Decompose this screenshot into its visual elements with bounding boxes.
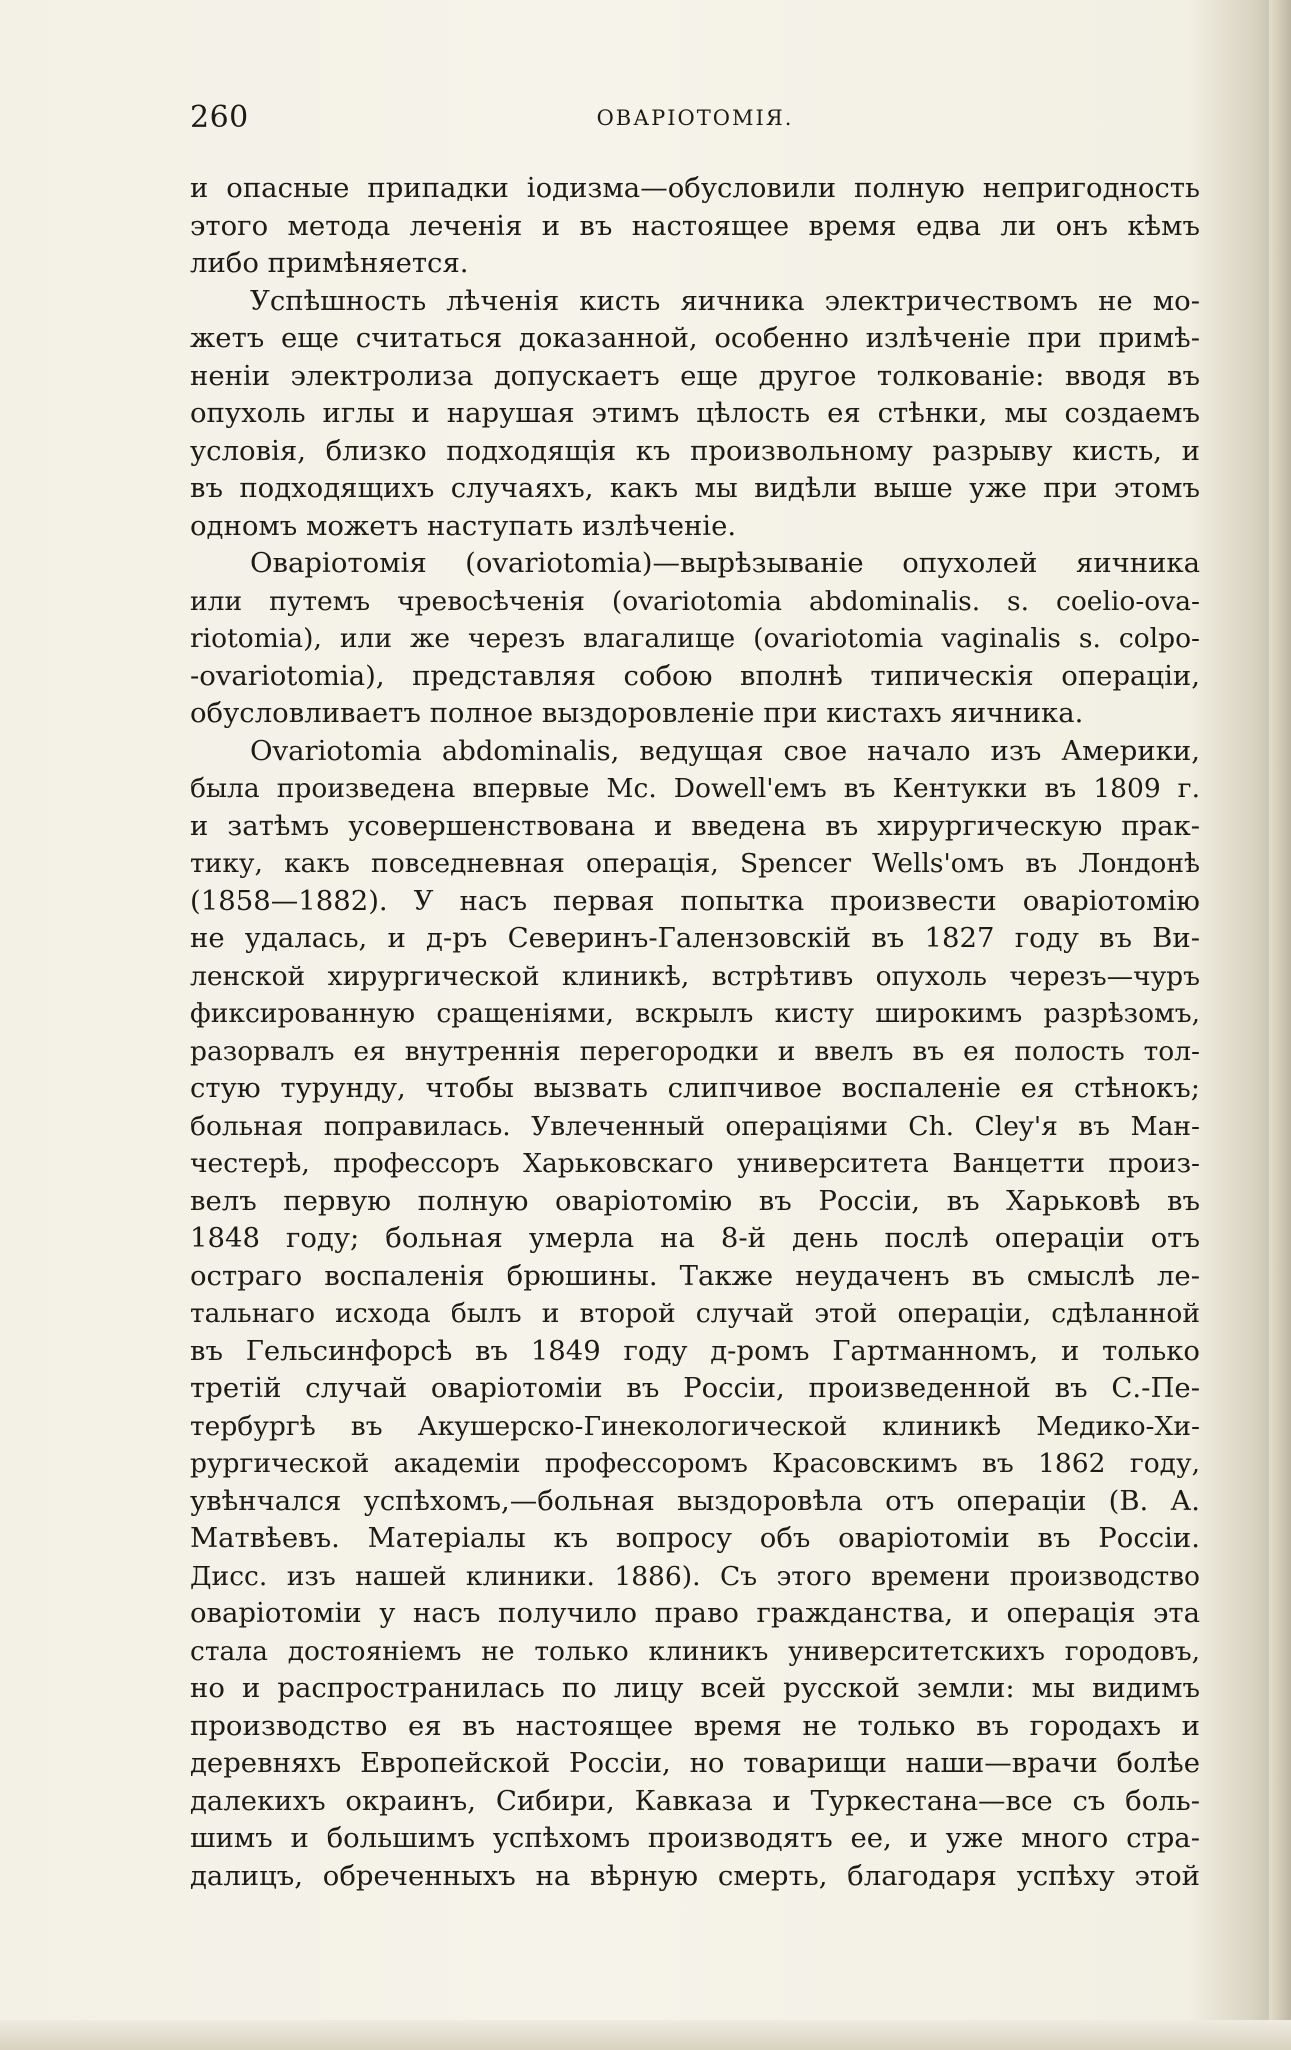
text-line: Ovariotomia abdominalis, ведущая свое начало изъ Америки,: [250, 734, 1200, 767]
text-line: тальнаго исхода былъ и второй случай этой операцiи, сдѣланной: [190, 1298, 1200, 1329]
text-line: либо примѣняется.: [190, 247, 469, 279]
text-line: честерѣ, профессоръ Харьковскаго университета Ванцетти произ-: [190, 1148, 1200, 1179]
text-line: больная поправилась. Увлеченный операцiями Ch. Cley'я въ Ман-: [190, 1110, 1200, 1142]
text-line: рургической академiи профессоромъ Красовскимъ въ 1862 году,: [190, 1448, 1200, 1479]
text-line: опухоль иглы и нарушая этимъ цѣлость ея стѣнки, мы создаемъ: [190, 397, 1200, 429]
text-line: производство ея въ настоящее время не только въ городахъ и: [190, 1709, 1200, 1742]
text-line: 1848 году; больная умерла на 8-й день послѣ операцiи отъ: [190, 1222, 1200, 1254]
text-line: далекихъ окраинъ, Сибири, Кавказа и Туркестана—все съ боль-: [190, 1784, 1200, 1817]
text-line: ленской хирургической клиникѣ, встрѣтивъ опухоль черезъ—чуръ: [190, 960, 1200, 992]
text-line: (1858—1882). У насъ первая попытка произвести оварiотомiю: [190, 884, 1200, 917]
text-line: оварiотомiи у насъ получило право гражданства, и операцiя эта: [190, 1597, 1200, 1629]
text-line: -ovariotomia), представляя собою вполнѣ типическiя операцiи,: [190, 659, 1200, 692]
text-line: но и распространилась по лицу всей русской земли: мы видимъ: [190, 1672, 1200, 1704]
running-title: ОВАРIОТОМIЯ.: [596, 106, 794, 130]
text-line: жетъ еще считаться доказанной, особенно излѣченiе при примѣ-: [190, 322, 1200, 354]
text-line: не удалась, и д-ръ Северинъ-Галензовскiй въ 1827 году въ Ви-: [190, 922, 1200, 954]
text-line: или путемъ чревосѣченiя (ovariotomia abdominalis. s. coelio-ova-: [190, 585, 1200, 617]
text-line: остраго воспаленiя брюшины. Также неудаченъ въ смыслѣ ле-: [190, 1259, 1200, 1292]
text-line: стую турунду, чтобы вызвать слипчивое воспаленiе ея стѣнокъ;: [190, 1072, 1200, 1104]
text-line: Успѣшность лѣченiя кисть яичника электричествомъ не мо-: [250, 284, 1200, 317]
text-line: стала достоянiемъ не только клиникъ университетскихъ городовъ,: [190, 1635, 1200, 1667]
page-number: 260: [190, 100, 249, 135]
text-line: въ Гельсинфорсѣ въ 1849 году д-ромъ Гартманномъ, и только: [190, 1334, 1200, 1367]
text-line: третiй случай оварiотомiи въ Россiи, произведенной въ С.-Пе-: [190, 1372, 1200, 1404]
text-line: увѣнчался успѣхомъ,—больная выздоровѣла отъ операцiи (В. А.: [190, 1484, 1200, 1517]
body-text: [190, 170, 1200, 1895]
text-line: Дисс. изъ нашей клиники. 1886). Съ этого времени производство: [190, 1560, 1200, 1592]
text-line: обусловливаетъ полное выздоровленiе при кистахъ яичника.: [190, 697, 1084, 729]
text-line: одномъ можетъ наступать излѣченiе.: [190, 509, 737, 542]
text-line: условiя, близко подходящiя къ произвольному разрыву кисть, и: [190, 434, 1200, 467]
text-line: разорвалъ ея внутреннiя перегородки и ввелъ въ ея полость тол-: [190, 1035, 1200, 1067]
text-line: Матвѣевъ. Матерiалы къ вопросу объ оварiотомiи въ Россiи.: [190, 1522, 1200, 1554]
text-line: шимъ и большимъ успѣхомъ производятъ ее, и уже много стра-: [190, 1822, 1200, 1854]
text-line: тербургѣ въ Акушерско-Гинекологической клиникѣ Медико-Хи-: [190, 1410, 1200, 1442]
page-header: [190, 100, 1200, 140]
text-line: фиксированную сращенiями, вскрылъ кисту широкимъ разрѣзомъ,: [190, 998, 1200, 1029]
text-line: тику, какъ повседневная операцiя, Spencer Wells'омъ въ Лондонѣ: [190, 848, 1200, 879]
text-line: деревняхъ Европейской Россiи, но товарищи наши—врачи болѣе: [190, 1747, 1200, 1779]
text-line: была произведена впервые Mc. Dowell'емъ въ Кентукки въ 1809 г.: [190, 773, 1200, 804]
text-line: и опасные припадки iодизма—обусловили полную непригодность: [190, 172, 1200, 204]
text-line: и затѣмъ усовершенствована и введена въ хирургическую прак-: [190, 809, 1200, 842]
text-line: велъ первую полную оварiотомiю въ Россiи, въ Харьковѣ въ: [190, 1184, 1200, 1217]
text-line: riotomia), или же черезъ влагалище (ovariotomia vaginalis s. colpo-: [190, 623, 1200, 654]
text-line: этого метода леченiя и въ настоящее время едва ли онъ кѣмъ: [190, 209, 1200, 242]
text-line: въ подходящихъ случаяхъ, какъ мы видѣли выше уже при этомъ: [190, 472, 1200, 504]
text-line: Оварiотомiя (ovariotomia)—вырѣзыванiе опухолей яичника: [250, 547, 1200, 579]
text-line: ненiи электролиза допускаетъ еще другое толкованiе: вводя въ: [190, 359, 1200, 392]
text-line: далицъ, обреченныхъ на вѣрную смерть, благодаря успѣху этой: [190, 1859, 1200, 1892]
page-edge-shadow: [1269, 0, 1291, 2050]
page-bottom-shadow: [0, 2020, 1291, 2050]
